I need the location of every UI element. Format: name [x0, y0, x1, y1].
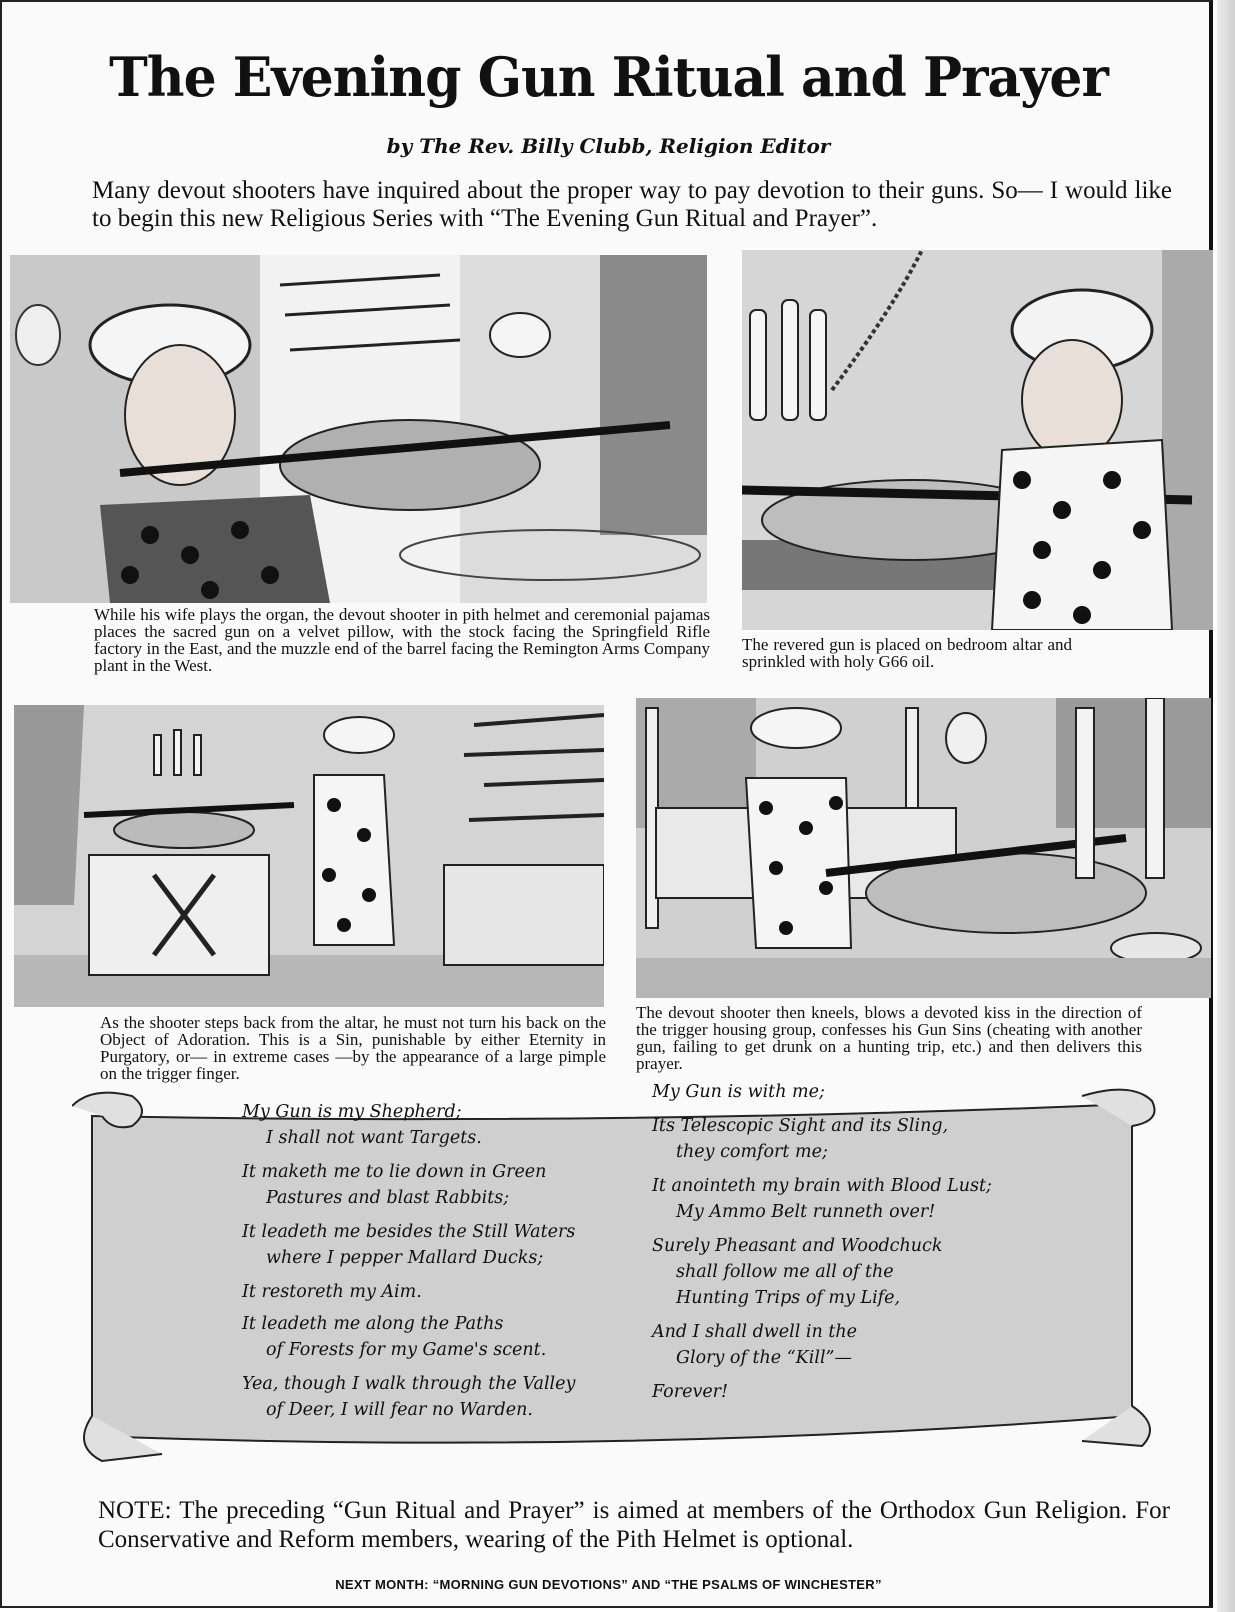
- prayer-scroll: [72, 1082, 1172, 1466]
- prayer-line: It restoreth my Aim.: [242, 1282, 422, 1302]
- illustration-panel-2: [742, 250, 1213, 630]
- prayer-line: It leadeth me besides the Still Waters: [242, 1222, 576, 1242]
- note-paragraph: NOTE: The preceding “Gun Ritual and Prayer” is aimed at members of the Orthodox Gun Religion. For Conservative and Reform members, wearing of the Pith Helmet is optional.: [98, 1497, 1170, 1553]
- prayer-line: Surely Pheasant and Woodchuck: [652, 1236, 943, 1256]
- prayer-line: It maketh me to lie down in Green: [242, 1162, 547, 1182]
- prayer-line: shall follow me all of the: [676, 1262, 894, 1282]
- prayer-line: My Gun is my Shepherd;: [242, 1102, 462, 1122]
- prayer-line: I shall not want Targets.: [266, 1128, 482, 1148]
- panel-3-caption: As the shooter steps back from the altar, he must not turn his back on the Object of Adoration. This is a Sin, punishable by either Eternity in Purgatory, or— in extreme cases —by the appearance of a large pimple on the trigger finger.: [100, 1013, 606, 1083]
- prayer-line: And I shall dwell in the: [652, 1322, 857, 1342]
- prayer-line: Pastures and blast Rabbits;: [266, 1188, 510, 1208]
- page-title: The Evening Gun Ritual and Prayer: [109, 45, 1108, 110]
- prayer-line: Hunting Trips of my Life,: [676, 1288, 901, 1308]
- panel-1-caption: While his wife plays the organ, the devout shooter in pith helmet and ceremonial pajamas places the sacred gun on a velvet pillow, with the stock facing the Springfield Rifle factory in the East, and the muzzle end of the barrel facing the Remington Arms Company plant in the West.: [94, 605, 710, 675]
- panel-2-caption: The revered gun is placed on bedroom altar and sprinkled with holy G66 oil.: [742, 635, 1072, 671]
- byline: by The Rev. Billy Clubb, Religion Editor: [386, 134, 831, 158]
- prayer-line: Glory of the “Kill”—: [676, 1348, 852, 1368]
- prayer-line: It leadeth me along the Paths: [242, 1314, 504, 1334]
- illustration-panel-1: [10, 255, 707, 603]
- prayer-line: My Ammo Belt runneth over!: [676, 1202, 936, 1222]
- prayer-line: My Gun is with me;: [652, 1082, 825, 1102]
- prayer-line: Yea, though I walk through the Valley: [242, 1374, 576, 1394]
- prayer-line: Forever!: [652, 1382, 729, 1402]
- panel-4-caption: The devout shooter then kneels, blows a devoted kiss in the direction of the trigger housing group, confesses his Gun Sins (cheating with another gun, failing to get drunk on a hunting trip, etc.) and then delivers this prayer.: [636, 1003, 1142, 1073]
- prayer-line: It anointeth my brain with Blood Lust;: [652, 1176, 992, 1196]
- prayer-line: where I pepper Mallard Ducks;: [266, 1248, 544, 1268]
- prayer-line: they comfort me;: [676, 1142, 828, 1162]
- illustration-panel-3: [14, 705, 604, 1007]
- prayer-line: of Forests for my Game's scent.: [266, 1340, 547, 1360]
- page-edge: [1217, 0, 1235, 1612]
- prayer-line: Its Telescopic Sight and its Sling,: [652, 1116, 949, 1136]
- illustration-panel-4: [636, 698, 1211, 998]
- next-month-teaser: NEXT MONTH: “MORNING GUN DEVOTIONS” AND “THE PSALMS OF WINCHESTER”: [335, 1577, 882, 1592]
- intro-paragraph: Many devout shooters have inquired about the proper way to pay devotion to their guns. So— I would like to begin this new Religious Series with “The Evening Gun Ritual and Prayer”.: [92, 177, 1172, 232]
- prayer-line: of Deer, I will fear no Warden.: [266, 1400, 533, 1420]
